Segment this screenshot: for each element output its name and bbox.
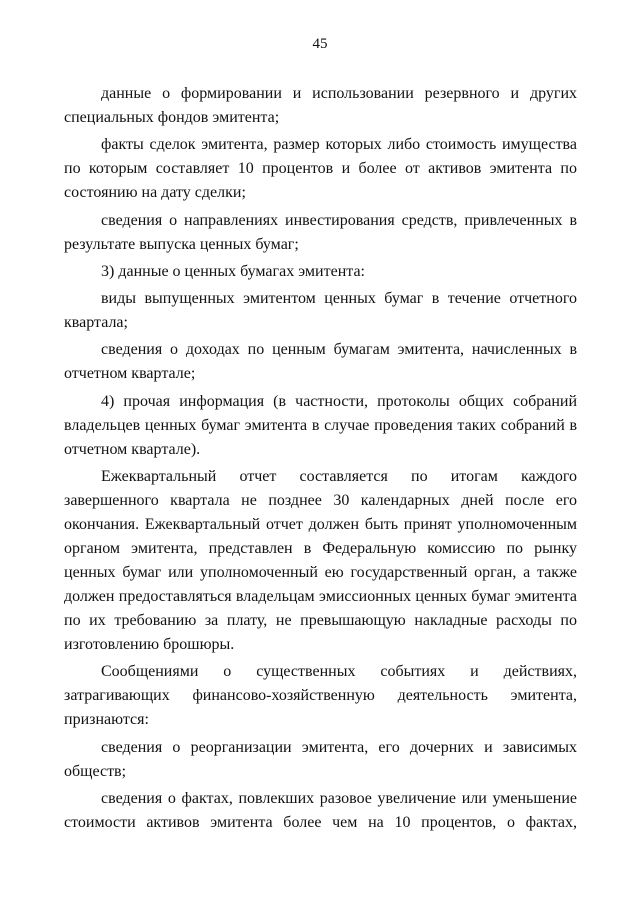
text-line: виды выпущенных эмитентом ценных бумаг в течение отчетного [101,290,577,308]
text-line: отчетном квартале; [64,365,196,383]
paragraph [64,660,577,732]
text-line: изготовлению брошюры. [64,636,235,654]
paragraph [64,338,577,386]
text-line: сведения о реорганизации эмитента, его дочерних и зависимых [101,738,577,756]
text-line: специальных фондов эмитента; [64,109,280,126]
text-line: органом эмитента, представлен в Федеральную комиссию по рынку [64,540,577,558]
paragraph [64,465,577,657]
text-line: окончания. Ежеквартальный отчет должен быть принят уполномоченным [64,516,577,534]
paragraph [64,287,577,335]
text-line: признаются: [64,711,149,729]
text-line: обществ; [64,762,127,780]
text-line: сведения о направлениях инвестирования средств, привлеченных в [101,211,577,229]
text-line: затрагивающих финансово-хозяйственную деятельность эмитента, [64,687,577,705]
paragraph [64,209,577,257]
text-line: состоянию на дату сделки; [64,184,246,202]
paragraph [64,133,577,205]
paragraph [64,787,577,835]
document-body [64,82,577,838]
text-line: отчетном квартале). [64,440,201,458]
text-line: Сообщениями о существенных событиях и действиях, [101,663,577,681]
page-number: 45 [312,36,328,52]
text-line: факты сделок эмитента, размер которых либо стоимость имущества [101,136,577,154]
text-line: Ежеквартальный отчет составляется по итогам каждого [101,468,577,486]
paragraph [64,736,577,784]
text-line: квартала; [64,314,128,332]
text-line: данные о формировании и использовании резервного и других [101,85,577,102]
paragraph [64,260,577,284]
text-line: по их требованию за плату, не превышающую накладные расходы по [64,612,577,630]
text-line: сведения о фактах, повлекших разовое увеличение или уменьшение [101,789,577,807]
text-line: стоимости активов эмитента более чем на 10 процентов, о фактах, [64,813,577,831]
text-line: сведения о доходах по ценным бумагам эмитента, начисленных в [101,341,577,359]
text-line: 4) прочая информация (в частности, протоколы общих собраний [101,392,577,410]
text-line: 3) данные о ценных бумагах эмитента: [101,262,365,280]
text-line: владельцев ценных бумаг эмитента в случае проведения таких собраний в [64,416,577,434]
paragraph [64,82,577,130]
text-line: завершенного квартала не позднее 30 календарных дней после его [64,492,577,510]
text-line: по которым составляет 10 процентов и более от активов эмитента по [64,160,577,178]
paragraph [64,390,577,462]
text-line: должен предоставляться владельцам эмиссионных ценных бумаг эмитента [64,588,577,606]
text-line: ценных бумаг или уполномоченный ею государственный орган, а также [64,564,577,582]
text-line: результате выпуска ценных бумаг; [64,235,299,253]
